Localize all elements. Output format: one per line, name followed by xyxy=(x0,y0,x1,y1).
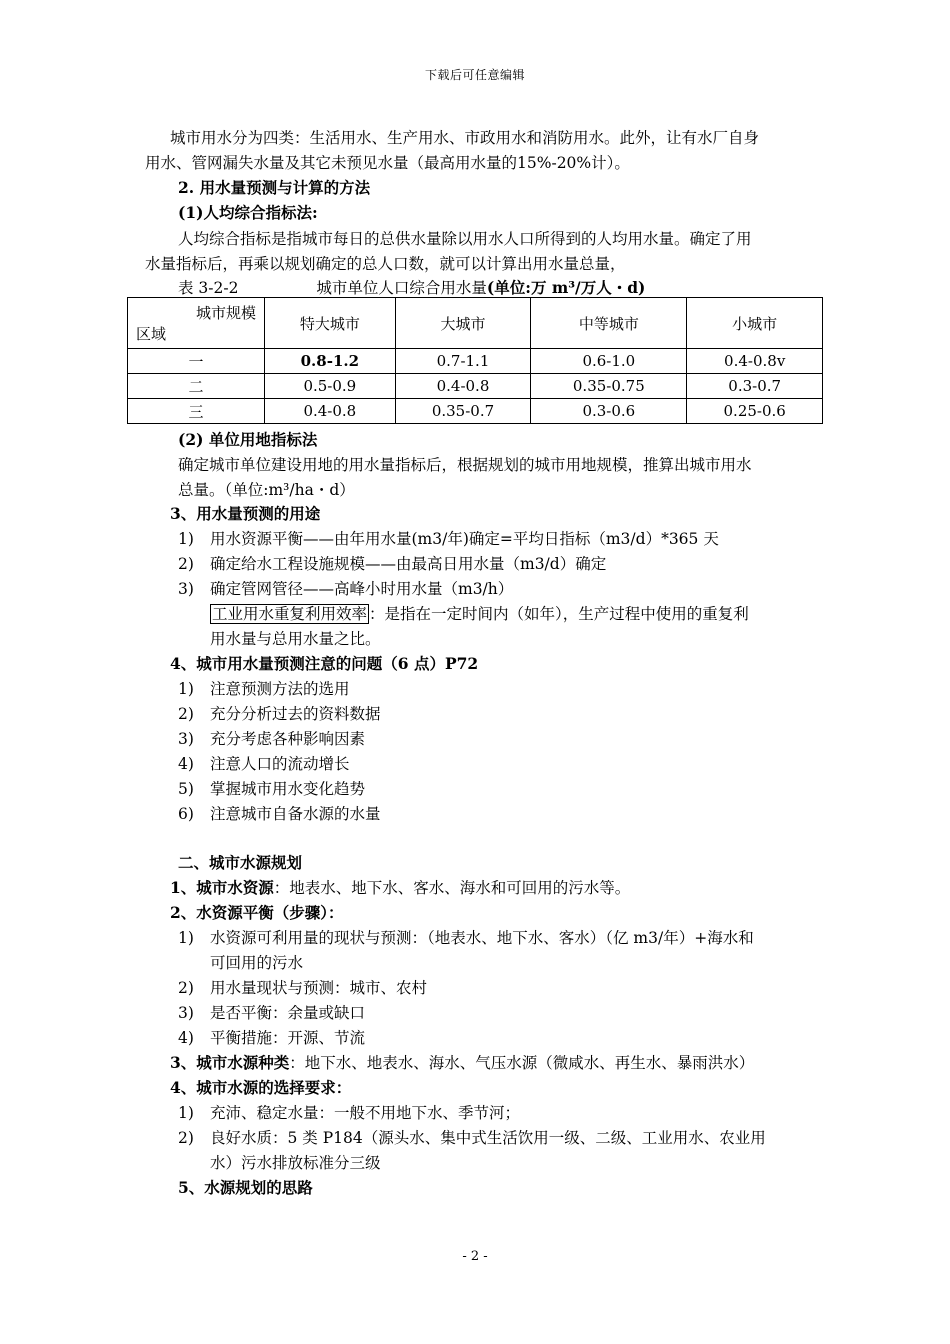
list-text: 用水量现状与预测：城市、农村 xyxy=(210,979,428,997)
list-item xyxy=(178,679,350,699)
list-item xyxy=(178,579,513,599)
column-header: 特大城市 xyxy=(265,298,396,349)
list-text: 是否平衡：余量或缺口 xyxy=(210,1004,366,1022)
list-item xyxy=(178,529,719,549)
list-item xyxy=(178,729,365,749)
row-region: 二 xyxy=(128,374,265,399)
section-heading-selection: 4、城市水源的选择要求： xyxy=(170,1078,352,1097)
table-row xyxy=(128,374,823,399)
section-heading-balance: 2、水资源平衡（步骤）： xyxy=(170,903,344,922)
list-item xyxy=(178,804,381,824)
list-text: 用水资源平衡——由年用水量(m3/年)确定=平均日指标（m3/d）*365 天 xyxy=(210,530,719,548)
table-cell: 0.4-0.8 xyxy=(395,374,531,399)
table-caption-title: 城市单位人口综合用水量 xyxy=(316,279,487,297)
method2-text-line1: 确定城市单位建设用地的用水量指标后，根据规划的城市用地规模，推算出城市用水 xyxy=(178,456,752,474)
list-number: 6) xyxy=(178,805,194,823)
water-usage-table xyxy=(127,297,823,424)
row-region: 三 xyxy=(128,399,265,424)
reuse-definition-text: ：是指在一定时间内（如年），生产过程中使用的重复利 xyxy=(369,605,749,623)
water-resource-label: 1、城市水资源 xyxy=(170,878,274,897)
reuse-term-box: 工业用水重复利用效率 xyxy=(212,605,368,623)
list-text: 注意人口的流动增长 xyxy=(210,755,350,773)
list-text: 充沛、稳定水量：一般不用地下水、季节河； xyxy=(210,1104,521,1122)
list-text: 水资源可利用量的现状与预测：（地表水、地下水、客水）（亿 m3/年）+海水和 xyxy=(210,929,754,947)
corner-label-scale: 城市规模 xyxy=(195,304,256,322)
list-item xyxy=(178,928,754,948)
list-number: 4) xyxy=(178,1029,194,1047)
list-item xyxy=(178,1003,365,1023)
list-item xyxy=(178,1028,365,1048)
table-cell: 0.35-0.7 xyxy=(395,399,531,424)
source-types-line xyxy=(170,1053,754,1073)
list-number: 2) xyxy=(178,555,194,573)
table-cell: 0.5-0.9 xyxy=(265,374,396,399)
table-row xyxy=(128,399,823,424)
table-cell: 0.25-0.6 xyxy=(687,399,823,424)
table-cell: 0.8-1.2 xyxy=(265,349,396,374)
intro-paragraph-line2: 用水、管网漏失水量及其它未预见水量（最高用水量的15%-20%计）。 xyxy=(145,154,630,172)
page-header: 下载后可任意编辑 xyxy=(424,68,525,82)
part-heading-water-source: 二、城市水源规划 xyxy=(178,853,303,872)
table-cell: 0.6-1.0 xyxy=(531,349,687,374)
section-heading-notes: 4、城市用水量预测注意的问题（6 点）P72 xyxy=(170,654,479,673)
column-header: 中等城市 xyxy=(531,298,687,349)
table-cell: 0.3-0.7 xyxy=(687,374,823,399)
list-number: 1) xyxy=(178,680,194,698)
section-heading-methods: 2. 用水量预测与计算的方法 xyxy=(178,178,371,197)
list-text: 良好水质：5 类 P184（源头水、集中式生活饮用一级、二级、工业用水、农业用 xyxy=(210,1129,766,1147)
table-header-row xyxy=(128,298,823,349)
reuse-definition-line1 xyxy=(210,604,749,624)
method1-text-line1: 人均综合指标是指城市每日的总供水量除以用水人口所得到的人均用水量。确定了用 xyxy=(178,230,752,248)
list-number: 1) xyxy=(178,1104,194,1122)
list-text: 确定管网管径——高峰小时用水量（m3/h） xyxy=(210,580,514,598)
list-item xyxy=(178,978,427,998)
method2-heading: (2) 单位用地指标法 xyxy=(178,430,318,449)
source-types-text: ：地下水、地表水、海水、气压水源（微咸水、再生水、暴雨洪水） xyxy=(289,1054,755,1072)
list-number: 4) xyxy=(178,755,194,773)
list-item xyxy=(178,1128,766,1148)
list-number: 3) xyxy=(178,730,194,748)
list-text: 平衡措施：开源、节流 xyxy=(210,1029,366,1047)
list-item-continuation: 可回用的污水 xyxy=(210,954,304,972)
table-caption xyxy=(178,278,645,298)
list-number: 1) xyxy=(178,530,194,548)
list-item-continuation: 水）污水排放标准分三级 xyxy=(210,1154,381,1172)
method2-text-line2: 总量。（单位:m³/ha・d） xyxy=(178,481,355,499)
list-text: 充分分析过去的资料数据 xyxy=(210,705,381,723)
list-text: 注意预测方法的选用 xyxy=(210,680,350,698)
source-types-label: 3、城市水源种类 xyxy=(170,1053,290,1072)
row-region: 一 xyxy=(128,349,265,374)
column-header: 小城市 xyxy=(687,298,823,349)
list-number: 2) xyxy=(178,1129,194,1147)
list-item xyxy=(178,704,381,724)
water-resource-line xyxy=(170,878,630,898)
table-caption-id: 表 3-2-2 xyxy=(178,279,239,297)
column-header: 大城市 xyxy=(395,298,531,349)
list-number: 3) xyxy=(178,1004,194,1022)
list-number: 1) xyxy=(178,929,194,947)
list-item xyxy=(178,779,365,799)
table-cell: 0.4-0.8 xyxy=(265,399,396,424)
section-heading-planning: 5、水源规划的思路 xyxy=(178,1178,313,1197)
method1-heading: (1)人均综合指标法: xyxy=(178,203,318,222)
table-cell: 0.4-0.8v xyxy=(687,349,823,374)
section-heading-usage: 3、用水量预测的用途 xyxy=(170,504,321,523)
list-number: 2) xyxy=(178,705,194,723)
reuse-definition-line2: 用水量与总用水量之比。 xyxy=(210,630,381,648)
page-number: - 2 - xyxy=(462,1249,488,1264)
list-number: 3) xyxy=(178,580,194,598)
intro-paragraph-line1: 城市用水分为四类：生活用水、生产用水、市政用水和消防用水。此外，让有水厂自身 xyxy=(170,129,760,147)
table-cell: 0.3-0.6 xyxy=(531,399,687,424)
list-text: 充分考虑各种影响因素 xyxy=(210,730,366,748)
table-cell: 0.35-0.75 xyxy=(531,374,687,399)
list-item xyxy=(178,1103,520,1123)
table-corner-cell xyxy=(128,298,265,349)
method1-text-line2: 水量指标后，再乘以规划确定的总人口数，就可以计算出用水量总量， xyxy=(145,255,626,273)
table-row xyxy=(128,349,823,374)
list-number: 2) xyxy=(178,979,194,997)
list-number: 5) xyxy=(178,780,194,798)
list-text: 确定给水工程设施规模——由最高日用水量（m3/d）确定 xyxy=(210,555,607,573)
list-item xyxy=(178,754,350,774)
table-caption-unit: (单位:万 m³/万人・d) xyxy=(486,278,646,297)
list-text: 注意城市自备水源的水量 xyxy=(210,805,381,823)
list-item xyxy=(178,554,606,574)
corner-label-region: 区域 xyxy=(136,325,167,343)
water-resource-text: ：地表水、地下水、客水、海水和可回用的污水等。 xyxy=(273,879,631,897)
table-cell: 0.7-1.1 xyxy=(395,349,531,374)
list-text: 掌握城市用水变化趋势 xyxy=(210,780,366,798)
